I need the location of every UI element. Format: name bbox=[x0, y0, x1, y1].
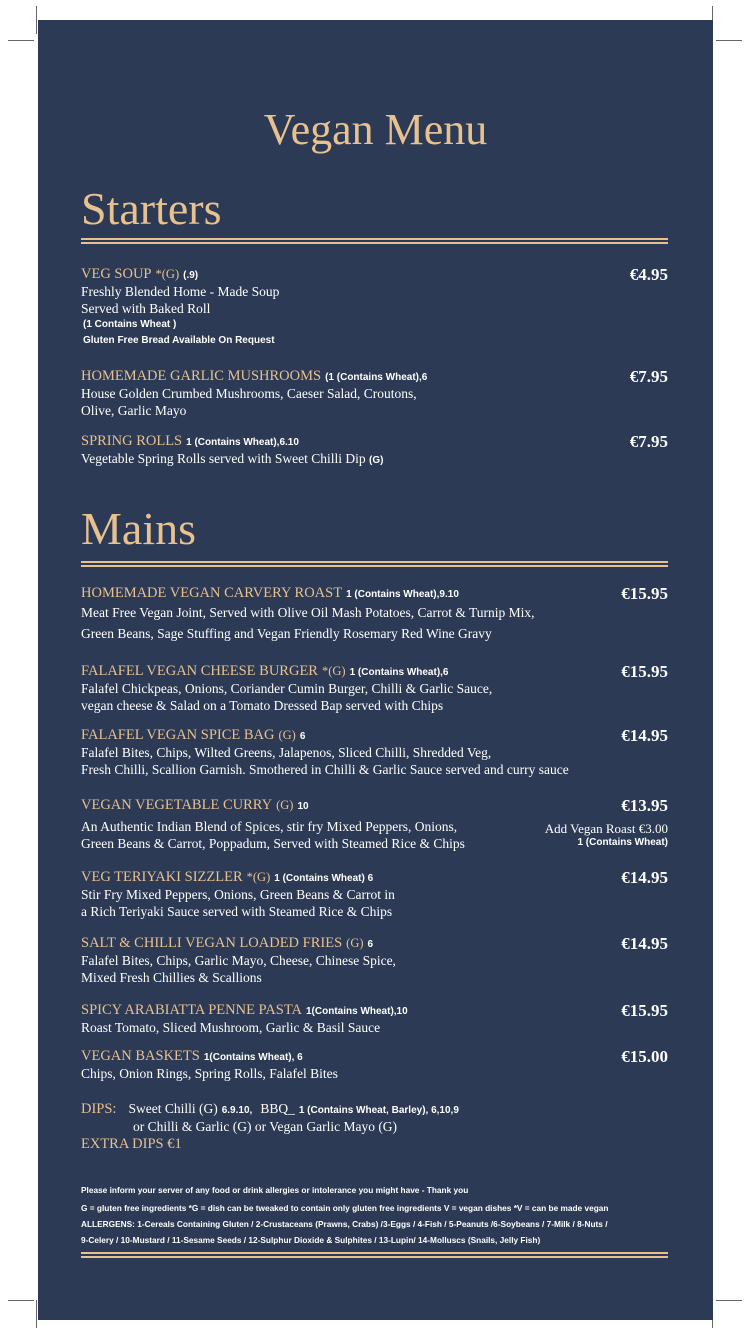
item-name: VEGAN VEGETABLE CURRY bbox=[81, 797, 273, 813]
item-desc: Falafel Bites, Chips, Wilted Greens, Jalapenos, Sliced Chilli, Shredded Veg, bbox=[81, 745, 492, 760]
item-price: €13.95 bbox=[621, 796, 668, 815]
item-name: SALT & CHILLI VEGAN LOADED FRIES bbox=[81, 935, 343, 951]
item-name: HOMEMADE VEGAN CARVERY ROAST bbox=[81, 585, 343, 601]
item-name: SPICY ARABIATTA PENNE PASTA bbox=[81, 1002, 302, 1018]
item-allergens: 1 (Contains Wheat),6.10 bbox=[186, 437, 299, 448]
menu-item bbox=[81, 367, 668, 419]
item-allergens: 1(Contains Wheat),10 bbox=[306, 1006, 408, 1017]
crop-mark bbox=[716, 40, 742, 41]
item-price: €14.95 bbox=[621, 934, 668, 953]
item-price: €14.95 bbox=[621, 868, 668, 887]
item-desc: Mixed Fresh Chillies & Scallions bbox=[81, 970, 262, 985]
item-allergens: 6 bbox=[299, 731, 306, 742]
dips-line-2: or Chilli & Garlic (G) or Vegan Garlic Mayo (G) bbox=[133, 1119, 398, 1134]
item-desc: Chips, Onion Rings, Spring Rolls, Falafel Bites bbox=[81, 1066, 338, 1081]
dips-section bbox=[81, 1100, 681, 1153]
item-desc: Freshly Blended Home - Made Soup bbox=[81, 284, 280, 299]
item-name: VEG TERIYAKI SIZZLER bbox=[81, 869, 243, 885]
item-desc: Fresh Chilli, Scallion Garnish. Smothered in Chilli & Garlic Sauce served and curry sauce bbox=[81, 762, 569, 777]
item-price: €7.95 bbox=[629, 367, 668, 386]
extra-dips: EXTRA DIPS €1 bbox=[81, 1136, 182, 1152]
item-desc: Falafel Chickpeas, Onions, Coriander Cumin Burger, Chilli & Garlic Sauce, bbox=[81, 681, 493, 696]
add-on-allergens: 1 (Contains Wheat) bbox=[577, 837, 668, 848]
item-name: VEG SOUP bbox=[81, 266, 152, 282]
item-price: €15.95 bbox=[621, 1001, 668, 1020]
item-allergens: (1 (Contains Wheat),6 bbox=[325, 372, 428, 383]
starters-heading: Starters bbox=[81, 183, 222, 234]
menu-item bbox=[81, 1001, 668, 1036]
add-on-label: Add Vegan Roast €3.00 bbox=[544, 821, 668, 836]
allergen-footer bbox=[81, 1182, 681, 1248]
item-tag: *(G) bbox=[321, 664, 346, 678]
item-name: VEGAN BASKETS bbox=[81, 1048, 200, 1064]
item-allergens: 1 (Contains Wheat),9.10 bbox=[346, 589, 459, 600]
item-desc: Olive, Garlic Mayo bbox=[81, 403, 187, 418]
dip-bbq-allergens: 1 (Contains Wheat, Barley), 6,10,9 bbox=[298, 1105, 459, 1116]
item-tag: *(G) bbox=[246, 870, 271, 884]
crop-mark bbox=[36, 1300, 37, 1328]
item-allergens: 6 bbox=[367, 939, 374, 950]
crop-mark bbox=[36, 6, 37, 34]
item-name: HOMEMADE GARLIC MUSHROOMS bbox=[81, 368, 322, 384]
menu-item bbox=[81, 868, 668, 920]
item-price: €14.95 bbox=[621, 726, 668, 745]
item-name: FALAFEL VEGAN CHEESE BURGER bbox=[81, 663, 318, 679]
item-desc-suffix: (G) bbox=[368, 455, 384, 466]
menu-page bbox=[38, 20, 713, 1320]
divider bbox=[81, 561, 668, 567]
footer-line: ALLERGENS: 1-Cereals Containing Gluten / 2-Crustaceans (Prawns, Crabs) /3-Eggs / 4-Fish / 5-Peanuts /6-Soybeans / 7-Milk / 8-Nuts / bbox=[81, 1219, 608, 1229]
item-desc: Stir Fry Mixed Peppers, Onions, Green Beans & Carrot in bbox=[81, 887, 395, 902]
menu-item bbox=[81, 265, 668, 349]
item-tag: (G) bbox=[346, 936, 364, 950]
item-allergens: (.9) bbox=[183, 270, 199, 281]
item-price: €15.00 bbox=[621, 1047, 668, 1066]
menu-item bbox=[81, 432, 668, 469]
dip-allergens: 6.9.10, bbox=[221, 1105, 253, 1116]
mains-heading: Mains bbox=[81, 503, 196, 554]
menu-item bbox=[81, 934, 668, 986]
item-name: FALAFEL VEGAN SPICE BAG bbox=[81, 727, 275, 743]
divider bbox=[81, 1252, 668, 1258]
item-tag: (G) bbox=[278, 728, 296, 742]
item-price: €15.95 bbox=[621, 584, 668, 603]
item-tag: (G) bbox=[276, 798, 294, 812]
item-desc: House Golden Crumbed Mushrooms, Caeser Salad, Croutons, bbox=[81, 386, 417, 401]
dips-label: DIPS: bbox=[81, 1101, 117, 1117]
item-price: €15.95 bbox=[621, 662, 668, 681]
item-note: Gluten Free Bread Available On Request bbox=[83, 335, 275, 346]
menu-item bbox=[81, 1047, 668, 1082]
item-desc: Vegetable Spring Rolls served with Sweet Chilli Dip bbox=[81, 451, 366, 466]
item-note: (1 Contains Wheat ) bbox=[83, 319, 177, 330]
item-desc: Falafel Bites, Chips, Garlic Mayo, Cheese, Chinese Spice, bbox=[81, 953, 396, 968]
crop-mark bbox=[8, 40, 34, 41]
item-allergens: 1 (Contains Wheat),6 bbox=[349, 667, 449, 678]
item-tag: *(G) bbox=[155, 267, 180, 281]
divider bbox=[81, 238, 668, 244]
crop-mark bbox=[8, 1300, 34, 1301]
menu-item bbox=[81, 662, 668, 714]
item-desc: An Authentic Indian Blend of Spices, stir fry Mixed Peppers, Onions, bbox=[81, 819, 458, 834]
item-price: €7.95 bbox=[629, 432, 668, 451]
menu-item bbox=[81, 584, 668, 644]
footer-line: Please inform your server of any food or drink allergies or intolerance you might have - Thank you bbox=[81, 1185, 469, 1195]
item-desc: a Rich Teriyaki Sauce served with Steamed Rice & Chips bbox=[81, 904, 393, 919]
item-price: €4.95 bbox=[629, 265, 668, 284]
item-name: SPRING ROLLS bbox=[81, 433, 183, 449]
menu-title: Vegan Menu bbox=[263, 105, 488, 154]
item-desc: Meat Free Vegan Joint, Served with Olive Oil Mash Potatoes, Carrot & Turnip Mix, bbox=[81, 605, 535, 620]
menu-item bbox=[81, 726, 668, 778]
footer-line: 9-Celery / 10-Mustard / 11-Sesame Seeds / 12-Sulphur Dioxide & Sulphites / 13-Lupin/ 14-Molluscs (Snails, Jelly Fish) bbox=[81, 1235, 541, 1245]
item-desc: Green Beans & Carrot, Poppadum, Served with Steamed Rice & Chips bbox=[81, 836, 465, 851]
item-desc: Roast Tomato, Sliced Mushroom, Garlic & Basil Sauce bbox=[81, 1020, 381, 1035]
dip-bbq: BBQ_ bbox=[260, 1101, 295, 1116]
item-desc: Served with Baked Roll bbox=[81, 301, 211, 316]
add-on-note bbox=[545, 821, 668, 848]
item-allergens: 10 bbox=[297, 801, 309, 812]
footer-line: G = gluten free ingredients *G = dish can be tweaked to contain only gluten free ingredients V = vegan dishes *V = can be made vegan bbox=[81, 1203, 609, 1213]
dip-sweet-chilli: Sweet Chilli (G) bbox=[128, 1101, 218, 1116]
item-allergens: 1 (Contains Wheat) 6 bbox=[274, 873, 374, 884]
crop-mark bbox=[716, 1300, 742, 1301]
item-allergens: 1(Contains Wheat), 6 bbox=[203, 1052, 303, 1063]
menu-item bbox=[81, 796, 668, 852]
item-desc: vegan cheese & Salad on a Tomato Dressed Bap served with Chips bbox=[81, 698, 444, 713]
item-desc: Green Beans, Sage Stuffing and Vegan Friendly Rosemary Red Wine Gravy bbox=[81, 626, 492, 641]
